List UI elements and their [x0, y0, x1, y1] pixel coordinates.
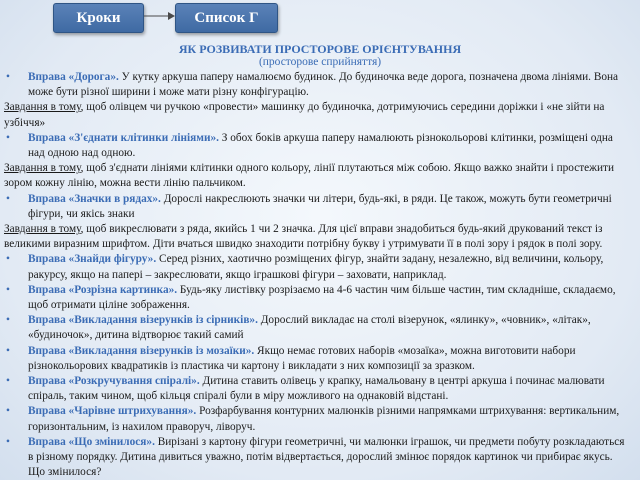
- page-title: ЯК РОЗВИВАТИ ПРОСТОРОВЕ ОРІЄНТУВАННЯ: [178, 42, 462, 56]
- steps-button[interactable]: Кроки: [53, 3, 144, 33]
- exercise-text: Дорослий викладає на столі візерунок, «ялинку», «човник», «літак», «будиночок», дитина відтворює такий самий: [28, 314, 591, 342]
- exercise-text: У кутку аркуша паперу намалюємо будинок. До будиночка веде дорога, позначена двома лініями. Вона може бути різної ширини і може мати різну конфігурацію.: [28, 71, 619, 99]
- exercise-name: Вправа «Викладання візерунків із мозаїки».: [28, 344, 255, 357]
- exercise-text: Розфарбування контурних малюнків різними напрямками штрихування: вертикальним, горизонтальним, із нахилом праворуч, ліворуч.: [28, 405, 620, 433]
- exercise-name: Вправа «Що змінилося».: [28, 435, 155, 448]
- task-text: , щоб олівцем чи ручкою «провести» машинку до будиночка, дотримуючись середини доріжки і «не зійти на узбіччя»: [4, 101, 605, 129]
- exercise-text: Будь-яку листівку розрізаємо на 4-6 частин чим більше частин, тим складніше, складаємо, щоб отримати ціліне зображення.: [28, 283, 616, 312]
- list-item: [4, 131, 632, 161]
- task-lead: Завдання в тому: [4, 101, 81, 114]
- exercise-text: Вирізані з картону фігури геометричні, чи малюнки іграшок, чи предмети побуту розкладаються в різному порядку. Дитина дивиться уважно, потім відвертається, дорослий змінює порядок картинок чи прибирає якусь. Що змінилося?: [28, 435, 625, 479]
- list-item: [4, 70, 632, 100]
- exercise-text: З обох боків аркуша паперу намалюють різнокольорові клітинки, розміщені одна над одною над одною.: [28, 131, 613, 160]
- page-subtitle: (просторове сприйняття): [258, 56, 382, 68]
- bullet-icon: •: [6, 253, 10, 266]
- exercise-name: Вправа «Викладання візерунків із сірників».: [28, 314, 258, 327]
- list-item: [4, 435, 632, 480]
- header-bar: [0, 0, 640, 44]
- task-lead: Завдання в тому: [4, 162, 81, 175]
- task-paragraph: [4, 222, 632, 252]
- list-item: [4, 252, 632, 282]
- exercise-text: Дитина ставить олівець у крапку, намальовану в центрі аркуша і починає малювати спіраль, таким чином, щоб кільця спіралі були в міру можливого на однаковій відстані.: [28, 375, 605, 403]
- bullet-icon: •: [6, 435, 10, 448]
- exercise-name: Вправа «Чарівне штрихування».: [28, 405, 197, 418]
- bullet-icon: •: [6, 344, 10, 357]
- list-item: [4, 404, 632, 434]
- list-item: [4, 283, 632, 313]
- bullet-icon: •: [6, 375, 10, 388]
- task-paragraph: [4, 161, 632, 191]
- exercise-name: Вправа «Значки в рядах».: [28, 192, 161, 205]
- list-item: [4, 192, 632, 222]
- task-paragraph: [4, 100, 632, 130]
- task-text: , щоб викреслювати з ряда, якийсь 1 чи 2 значка. Для цієї вправи знадобиться будь-який друкований текст із великими виразним шрифтом. Діти вчаться швидко знаходити потрібну букву і утримувати її в полі зору і рядок в полі зору.: [4, 223, 603, 251]
- bullet-icon: •: [6, 314, 10, 327]
- task-text: , щоб з'єднати лініями клітинки одного кольору, лінії плутаються між собою. Якщо важко знайти і простежити зором кожну лінію, можна вести лінію пальчиком.: [4, 162, 614, 190]
- list-g-button[interactable]: Список Г: [175, 3, 278, 33]
- bullet-icon: •: [6, 131, 10, 144]
- bullet-icon: •: [6, 71, 10, 83]
- bullet-icon: •: [6, 283, 10, 296]
- exercise-name: Вправа «Розкручування спіралі».: [28, 375, 200, 388]
- arrow-right-icon: [144, 10, 175, 22]
- exercise-name: Вправа «Знайди фігуру».: [28, 253, 157, 266]
- exercise-name: Вправа «Дорога».: [28, 71, 119, 83]
- list-item: [4, 374, 632, 404]
- exercise-text: Якщо немає готових наборів «мозаїка», можна виготовити набори різнокольорових квадратиків із пластика чи картону і викладати з них композиції за зразком.: [28, 344, 576, 372]
- exercise-text: Серед різних, хаотично розміщених фігур, знайти задану, незалежно, від величини, кольору, ракурсу, якщо на папері – закреслювати, якщо іграшкові фігури – заховати, наприклад.: [28, 253, 604, 281]
- bullet-icon: •: [6, 405, 10, 418]
- exercise-text: Дорослі накреслюють значки чи літери, будь-які, в ряди. Це також, можуть бути геометричні фігури, чи якісь знаки: [28, 192, 612, 220]
- list-item: [4, 344, 632, 374]
- exercise-name: Вправа «Розрізна картинка».: [28, 283, 178, 296]
- bullet-icon: •: [6, 192, 10, 205]
- exercise-name: Вправа «З'єднати клітинки лініями».: [28, 131, 219, 144]
- list-item: [4, 313, 632, 343]
- content-list: [4, 70, 632, 480]
- task-lead: Завдання в тому: [4, 223, 81, 236]
